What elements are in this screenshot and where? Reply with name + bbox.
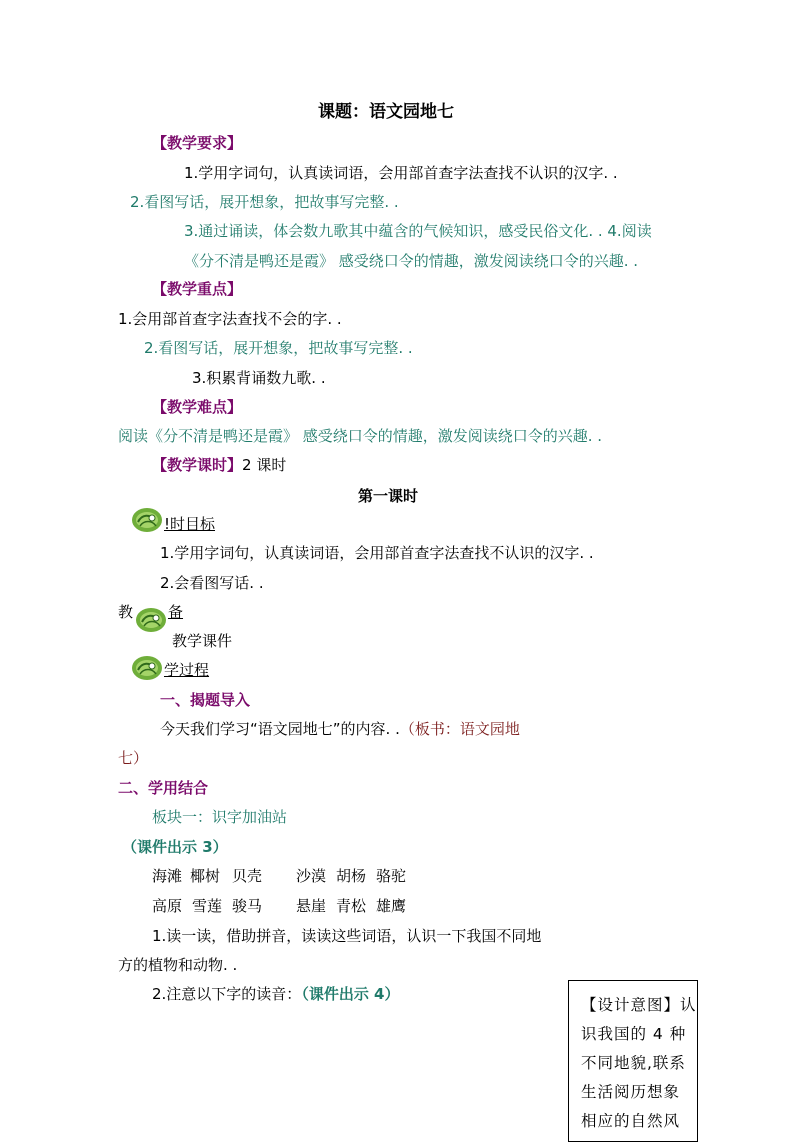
section1-text [160,719,520,739]
leaf-bullet-icon [130,504,164,534]
block1-label: 板块一：识字加油站 [152,808,288,826]
word: 青松 [336,897,367,915]
difficulty-text: 阅读《分不清是鸭还是霞》 感受绕口令的情趣，激发阅读绕口令的兴趣. . [118,427,603,445]
teaching-hours [152,455,286,475]
prep-content: 教学课件 [172,632,233,650]
word: 悬崖 [296,897,327,915]
design-intent-line: 识我国的 4 种 [581,1025,687,1043]
difficulty-heading: 【教学难点】 [152,398,243,416]
word: 椰树 [190,867,221,885]
design-intent-line: 不同地貌,联系 [581,1054,686,1072]
process-label: 学过程 [164,661,210,679]
word: 雄鹰 [376,897,407,915]
focus-heading: 【教学重点】 [152,280,243,298]
hours-heading: 【教学课时】 [152,456,243,474]
section1-body: 今天我们学习“语文园地七”的内容. . [160,720,400,738]
step-1-cont: 方的植物和动物. . [118,956,238,974]
section1-heading: 一、揭题导入 [160,691,251,709]
goal-item-2: 2.会看图写话. . [160,574,264,592]
focus-item-1: 1.会用部首查字法查找不会的字. . [118,310,342,328]
board-note-cont: 七） [118,749,149,767]
word: 海滩 [152,867,183,885]
design-intent-line: 【设计意图】认 [581,996,697,1014]
goals-label: !时目标 [164,515,216,533]
prep-label-left: 教 [118,603,134,621]
goal-item-1: 1.学用字词句，认真读词语，会用部首查字法查找不认识的汉字. . [160,544,594,562]
step-1: 1.读一读，借助拼音，读读这些词语，认识一下我国不同地 [152,927,542,945]
requirement-item-3-cont: 《分不清是鸭还是霞》 感受绕口令的情趣，激发阅读绕口令的兴趣. . [184,252,639,270]
design-intent-box [568,980,698,1142]
page-title: 课题：语文园地七 [318,102,454,122]
leaf-bullet-icon [134,604,168,634]
word: 雪莲 [192,897,223,915]
section2-heading: 二、学用结合 [118,779,209,797]
courseware-3: （课件出示 3） [122,838,228,856]
step-2 [152,984,399,1004]
word: 骆驼 [376,867,407,885]
word: 贝壳 [232,867,263,885]
leaf-bullet-icon [130,652,164,682]
focus-item-3: 3.积累背诵数九歌. . [192,369,326,387]
requirements-heading: 【教学要求】 [152,134,243,152]
word: 高原 [152,897,183,915]
step-2-text: 2.注意以下字的读音： [152,985,302,1003]
requirement-item-2: 2.看图写话，展开想象，把故事写完整. . [130,193,399,211]
courseware-4: （课件出示 4） [301,985,400,1003]
hours-value: 2 课时 [242,456,287,474]
focus-item-2: 2.看图写话，展开想象，把故事写完整. . [144,339,413,357]
lesson-title: 第一课时 [358,487,419,505]
word: 胡杨 [336,867,367,885]
design-intent-line: 生活阅历想象 [581,1083,681,1101]
word: 沙漠 [296,867,327,885]
design-intent-line: 相应的自然风 [581,1112,681,1130]
requirement-item-3: 3.通过诵读，体会数九歌其中蕴含的气候知识，感受民俗文化. . 4.阅读 [184,222,652,240]
prep-label-right: 备 [168,603,184,621]
requirement-item-1: 1.学用字词句，认真读词语，会用部首查字法查找不认识的汉字. . [184,164,618,182]
word: 骏马 [232,897,263,915]
board-note: （板书：语文园地 [399,720,520,738]
